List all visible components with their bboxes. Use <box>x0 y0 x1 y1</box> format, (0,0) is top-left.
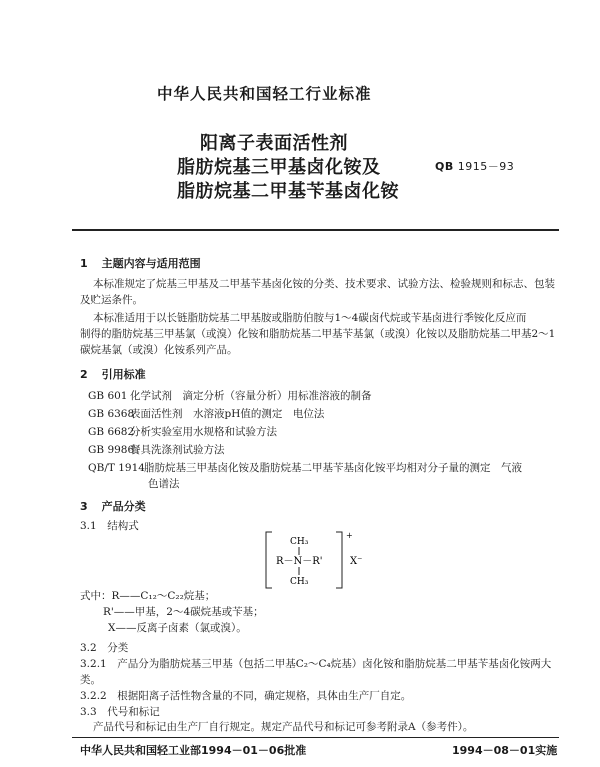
right-bracket <box>336 532 342 588</box>
section-1-title: 主题内容与适用范围 <box>101 257 201 270</box>
formula-center: R－N－R' <box>276 556 323 567</box>
formula-methyl-top: CH₃ <box>290 537 309 547</box>
implementation-date: 1994－08－01实施 <box>452 744 558 757</box>
reference-item <box>88 406 324 421</box>
section-1-para-1-line-1: 本标准规定了烷基三甲基及二甲基苄基卤化铵的分类、技术要求、试验方法、检验规则和标志、包装 <box>93 278 555 290</box>
reference-title: 餐具洗涤剂试验方法 <box>130 444 225 456</box>
reference-code: GB 6368 <box>88 408 135 420</box>
formula-methyl-bottom: CH₃ <box>290 577 309 587</box>
subsection-3-3-text: 产品代号和标记由生产厂自行规定。规定产品代号和标记可参考附录A（参考件）。 <box>93 721 474 733</box>
approval-line: 中华人民共和国轻工业部1994－01－06批准 <box>80 744 307 757</box>
reference-title: 化学试剂 滴定分析（容量分析）用标准溶液的制备 <box>130 390 372 402</box>
title-line-2: 脂肪烷基三甲基卤化铵及 <box>177 157 381 178</box>
section-2-number: 2 <box>80 368 88 381</box>
footer-divider <box>72 737 559 738</box>
standard-code-prefix: QB <box>435 160 454 173</box>
title-line-3: 脂肪烷基二甲基苄基卤化铵 <box>177 181 399 202</box>
section-3-number: 3 <box>80 500 88 513</box>
standard-code <box>435 158 514 174</box>
section-1-heading <box>80 255 201 271</box>
subsection-3-2: 3.2 分类 <box>80 642 129 654</box>
reference-title: 表面活性剂 水溶液pH值的测定 电位法 <box>130 408 325 420</box>
left-bracket <box>266 532 272 588</box>
reference-code: GB 9986 <box>88 444 135 456</box>
reference-item <box>88 460 522 475</box>
section-1-para-2-line-1: 本标准适用于以长链脂肪烷基二甲基胺或脂肪伯胺与1～4碳卤代烷或苄基卤进行季铵化反应而 <box>93 312 527 324</box>
subsection-3-2-1-line-1: 3.2.1 产品分为脂肪烷基三甲基（包括二甲基C₂～C₄烷基）卤化铵和脂肪烷基二甲基苄基卤化铵两大 <box>80 658 552 670</box>
structural-formula <box>262 528 392 592</box>
section-1-para-2-line-2: 制得的脂肪烷基三甲基氯（或溴）化铵和脂肪烷基二甲基苄基氯（或溴）化铵以及脂肪烷基二甲基2～1 <box>80 328 556 340</box>
title-line-1: 阳离子表面活性剂 <box>200 133 348 154</box>
reference-item <box>88 442 225 457</box>
reference-item <box>88 424 277 439</box>
formula-anion: X⁻ <box>350 556 363 567</box>
section-1-para-1-line-2: 及贮运条件。 <box>80 294 143 306</box>
section-3-heading <box>80 498 146 514</box>
legend-r-prime: R'——甲基，2～4碳烷基或苄基； <box>103 606 264 618</box>
reference-item <box>88 388 372 403</box>
standard-code-number: 1915－93 <box>457 160 515 173</box>
section-2-heading <box>80 366 146 382</box>
section-1-number: 1 <box>80 257 88 270</box>
reference-title: 分析实验室用水规格和试验方法 <box>130 426 277 438</box>
industry-standard-heading: 中华人民共和国轻工行业标准 <box>157 85 372 103</box>
formula-charge: + <box>346 531 353 540</box>
reference-continuation: 色谱法 <box>148 478 180 490</box>
legend-r: 式中：R——C₁₂～C₂₂烷基； <box>80 590 216 602</box>
subsection-3-1: 3.1 结构式 <box>80 520 139 532</box>
subsection-3-3: 3.3 代号和标记 <box>80 706 160 718</box>
section-3-title: 产品分类 <box>101 500 146 513</box>
reference-code: GB 601 <box>88 390 128 402</box>
reference-code: GB 6682 <box>88 426 135 438</box>
reference-title: 脂肪烷基三甲基卤化铵及脂肪烷基二甲基苄基卤化铵平均相对分子量的测定 气液 <box>144 462 522 474</box>
legend-x: X——反离子卤素（氯或溴）。 <box>108 622 247 634</box>
header-divider <box>72 229 559 231</box>
section-2-title: 引用标准 <box>101 368 146 381</box>
section-1-para-2-line-3: 碳烷基氯（或溴）化铵系列产品。 <box>80 344 238 356</box>
reference-code: QB/T 1914 <box>88 462 145 474</box>
subsection-3-2-2: 3.2.2 根据阳离子活性物含量的不同，确定规格，具体由生产厂自定。 <box>80 690 412 702</box>
subsection-3-2-1-line-2: 类。 <box>80 674 101 686</box>
